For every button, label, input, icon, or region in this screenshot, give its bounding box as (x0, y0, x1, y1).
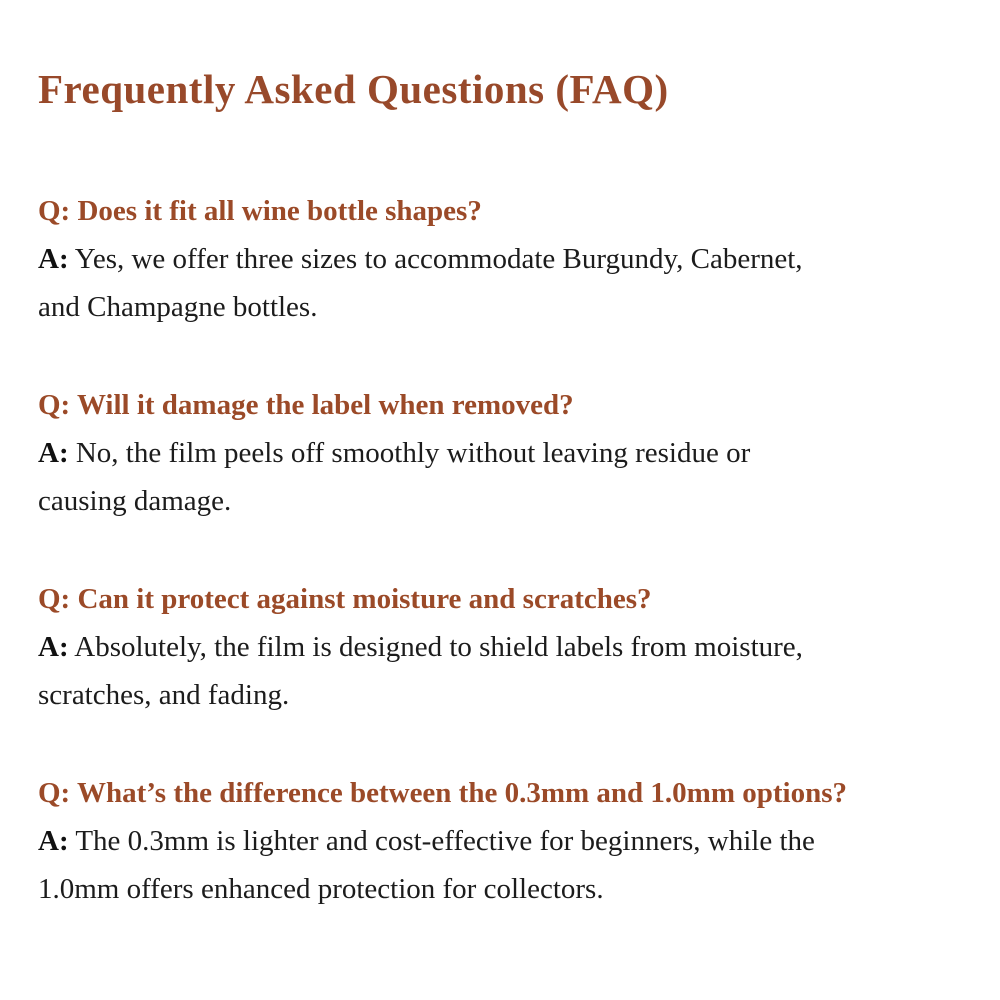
answer-prefix: A: (38, 631, 69, 664)
answer-prefix: A: (38, 437, 69, 470)
faq-answer-3-line-1 (38, 623, 962, 671)
faq-item-2 (38, 381, 962, 525)
faq-question-3: Q: Can it protect against moisture and scratches? (38, 583, 652, 616)
answer-prefix: A: (38, 825, 69, 858)
faq-answer-4-line-2: 1.0mm offers enhanced protection for collectors. (38, 873, 604, 906)
faq-question-2: Q: Will it damage the label when removed? (38, 389, 574, 422)
answer-text: The 0.3mm is lighter and cost-effective for beginners, while the (75, 825, 815, 858)
answer-text: Absolutely, the film is designed to shield labels from moisture, (74, 631, 803, 664)
answer-prefix: A: (38, 243, 69, 276)
faq-question-1: Q: Does it fit all wine bottle shapes? (38, 195, 482, 228)
faq-item-1 (38, 187, 962, 331)
faq-answer-1-line-2: and Champagne bottles. (38, 291, 318, 324)
faq-answer-3-line-2: scratches, and fading. (38, 679, 290, 712)
faq-answer-4-line-1 (38, 817, 962, 865)
answer-text: Yes, we offer three sizes to accommodate Burgundy, Cabernet, (74, 243, 803, 276)
faq-item-3 (38, 575, 962, 719)
answer-text: No, the film peels off smoothly without leaving residue or (75, 437, 751, 470)
page-title: Frequently Asked Questions (FAQ) (38, 66, 669, 112)
faq-answer-2-line-2: causing damage. (38, 485, 232, 518)
faq-answer-2-line-1 (38, 429, 962, 477)
faq-item-4 (38, 769, 962, 913)
faq-answer-1-line-1 (38, 235, 962, 283)
faq-question-4: Q: What’s the difference between the 0.3mm and 1.0mm options? (38, 777, 847, 810)
